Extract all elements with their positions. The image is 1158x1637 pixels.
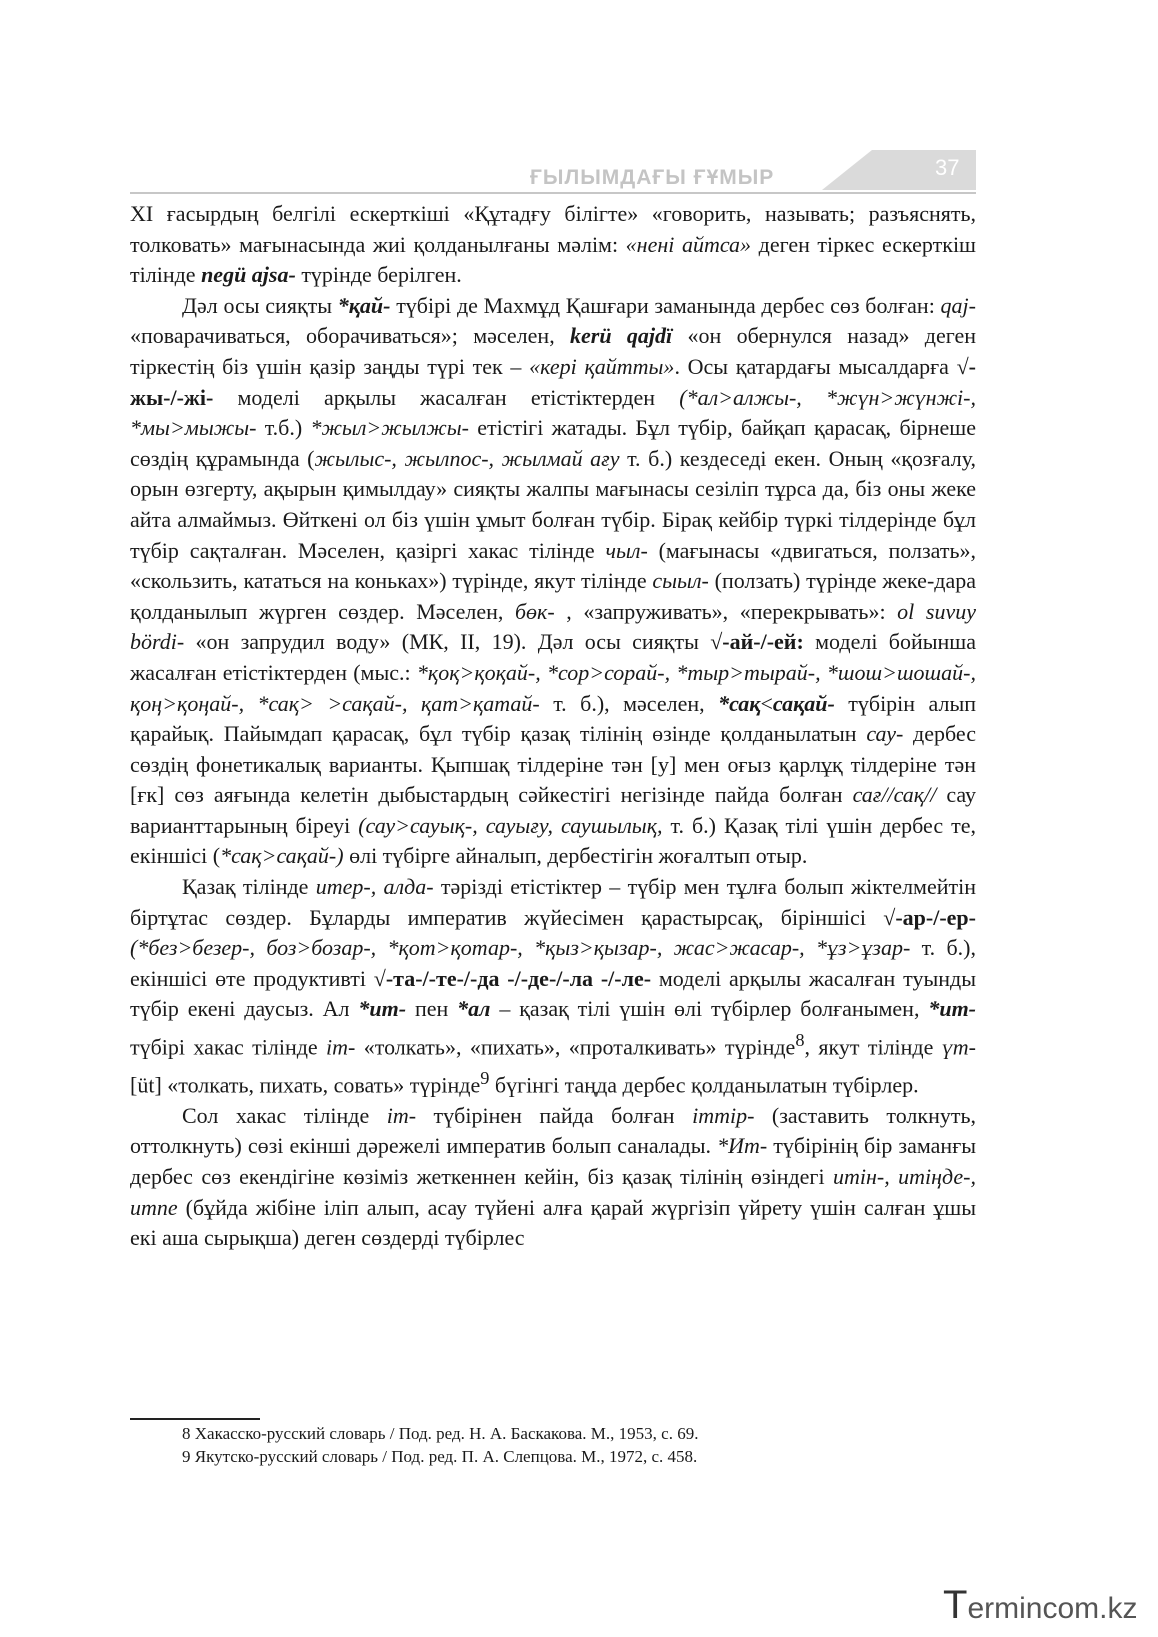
footnote: 9 Якутско-русский словарь / Под. ред. П. А. Слепцова. М., 1972, с. 458. [182, 1447, 698, 1466]
footnote-rule [130, 1418, 260, 1420]
watermark-logo [943, 1583, 1137, 1628]
paragraph: Дәл осы сияқты *қай- түбірі де Махмұд Қашғари заманында дербес сөз болған: qaj- «поварачиваться, оборачиваться»; мәселен, kerü qajdї «он обернулся назад» деген тіркестің біз үшін қазір заңды түрі тек – «кері қайтты». Осы қатардағы мысалдарға √-жы-/-жі- моделі арқылы жасалған етістіктерден (*ал>алжы-, *жүн>жүнжі-, *мы>мыжы- т.б.) *жыл>жылжы- етістігі жатады. Бұл түбір, байқап қарасақ, бірнеше сөздің құрамында (жылыс-, жылпос-, жылмай ағу т. б.) кездеседі екен. Оның «қозғалу, орын өзгерту, ақырын қимылдау» сияқты жалпы мағынасы сезіліп тұрса да, біз оны жеке айта алмаймыз. Өйткені ол біз үшін ұмыт болған түбір. Бірақ кейбір түркі тілдерінде бұл түбір сақталған. Мәселен, қазіргі хакас тілінде чыл- (мағынасы «двигаться, ползать», «скользить, кататься на коньках») түрінде, якут тілінде сыыл- (ползать) түрінде жеке-дара қолданылып жүрген сөздер. Мәселен, бөк- , «запруживать», «перекрывать»: ol suvuy bördi- «он запрудил воду» (МК, ІІ, 19). Дәл осы сияқты √-ай-/-ей: моделі бойынша жасалған етістіктерден (мыс.: *қоқ>қоқай-, *сор>сорай-, *тыр>тырай-, *шош>шошай-, қоң>қоңай-, *сақ> >сақай-, қат>қатай- т. б.), мәселен, *сақ<сақай- түбірін алып қарайық. Пайымдап қарасақ, бұл түбір қазақ тілінің өзінде қолданылатын сау- дербес сөздің фонетикалық варианты. Қыпшақ тілдеріне тән [у] мен оғыз қарлұқ тілдеріне тән [ғк] сөз аяғында келетін дыбыстардың сәйкестігі негізінде пайда болған сағ//сақ// сау варианттарының біреуі (сау>сауық-, сауығу, саушылық, т. б.) Қазақ тілі үшін дербес те, екіншісі (*сақ>сақай-) өлі түбірге айналып, дербестігін жоғалтып отыр. [130, 292, 977, 869]
body-text [130, 199, 976, 1254]
header-tab [872, 150, 976, 190]
watermark-domain: m.kz [1074, 1592, 1138, 1625]
page-number: 37 [935, 155, 960, 180]
footnotes [182, 1422, 982, 1468]
header-tab-slant [822, 150, 872, 190]
magnifier-icon: o [1057, 1592, 1075, 1625]
watermark-text: erminc [967, 1592, 1058, 1625]
watermark-first-letter: T [943, 1583, 968, 1627]
paragraph: Қазақ тілінде итер-, алда- тәрізді етістіктер – түбір мен тұлға болып жіктелмейтін біртұтас сөздер. Бұларды императив жүйесімен қарастырсақ, біріншісі √-ар-/-ер- (*без>безер-, боз>бозар-, *қот>қотар-, *қыз>қызар-, жас>жасар-, *ұз>ұзар- т. б.), екіншісі өте продуктивті √-та-/-те-/-да -/-де-/-ла -/-ле- моделі арқылы жасалған туынды түбір екені даусыз. Ал *ит- пен *ал – қазақ тілі үшін өлі түбірлер болғанымен, *ит- түбірі хакас тілінде іт- «толкать», «пихать», «проталкивать» түрінде$^8$, якут тілінде үт- [üt] «толкать, пихать, совать» түрінде$^9$ бүгінгі таңда дербес қолданылатын түбірлер. [130, 874, 977, 1098]
header-rule [130, 192, 976, 194]
footnote: 8 Хакасско-русский словарь / Под. ред. Н. А. Баскакова. М., 1953, с. 69. [182, 1424, 699, 1443]
paragraph: XI ғасырдың белгілі ескерткіші «Құтадғу білігте» «говорить, называть; разъяснять, толковать» мағынасында жиі қолданылғаны мәлім: «нені айтса» деген тіркес ескерткіш тілінде negü ajsa- түрінде берілген. [130, 201, 976, 288]
running-header-title: ҒЫЛЫМДАҒЫ ҒҰМЫР [530, 166, 775, 189]
paragraph: Сол хакас тілінде іт- түбірінен пайда болған іттір- (заставить толкнуть, оттолкнуть) сөзі екінші дәрежелі императив болып саналады. *Ит- түбірінің бір заманғы дербес сөз екендігіне көзіміз жеткеннен кейін, біз қазақ тілінің өзіндегі итін-, итіңде-, итпе (бұйда жібіне іліп алып, асау түйені алға қарай жүргізіп үйрету үшін салған ұшы екі аша сырықша) деген сөздерді түбірлес [130, 1102, 977, 1251]
